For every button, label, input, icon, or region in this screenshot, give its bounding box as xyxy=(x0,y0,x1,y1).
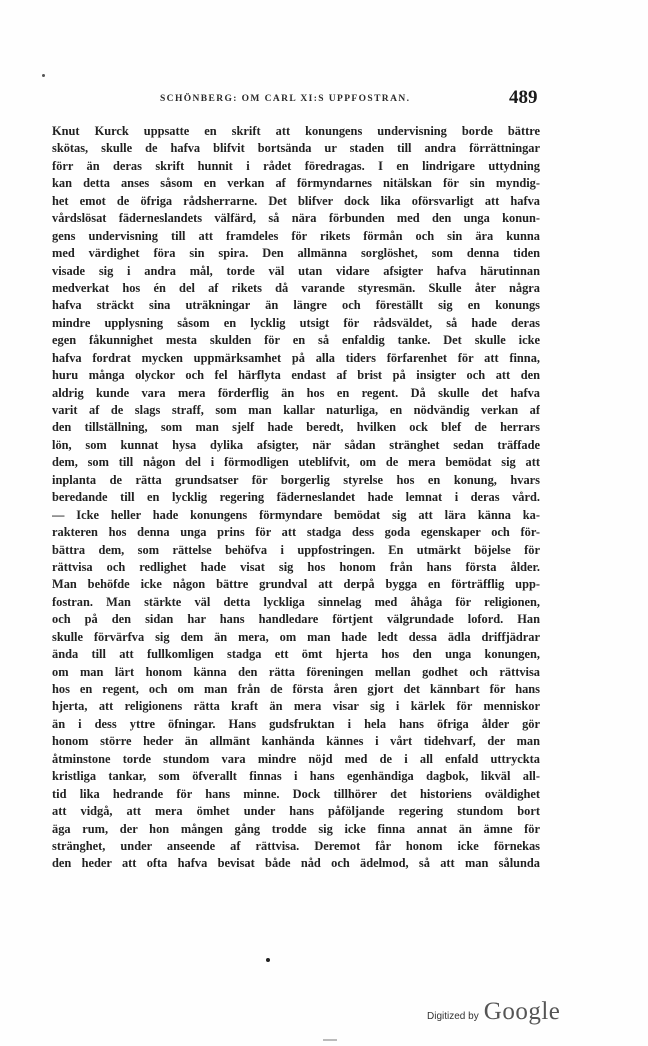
text-line: rakteren hos denna unga prins för att stadga dess goda egenskaper och för- xyxy=(52,525,540,540)
text-line: hafva fordrat mycken uppmärksamhet på alla tiders förfarenhet för att finna, xyxy=(52,350,540,365)
text-line: egen fåkunnighet mesta skulden för en så enfaldig tanke. Det skulle icke xyxy=(52,333,540,348)
text-line: hos en regent, och om man från de första åren gjort det kännbart för hans xyxy=(52,682,540,696)
text-line: äga rum, der hon mången gång trodde sig icke finna annat än ämne för xyxy=(52,821,540,836)
text-line: åtminstone torde stundom vara mindre nöjd med de i all enfald uttryckta xyxy=(52,751,540,766)
text-line: varit af de slags straff, som man kallar naturliga, en nödvändig verkan af xyxy=(52,403,540,417)
text-line: än i dess yttre öfningar. Hans gudsfruktan i hela hans öfriga ålder gör xyxy=(52,716,540,731)
text-line: medverkat hos én del af rikets då varande styresmän. Skulle åter några xyxy=(52,280,540,295)
text-line: skulle förvärfva sig dem än mera, om man hade ledt dessa ädla driffjädrar xyxy=(52,629,540,644)
text-line: fostran. Man stärkte väl detta lyckliga sinnelag med åhåga för religionen, xyxy=(52,594,540,609)
text-line: kan detta anses såsom en verkan af förmyndarnes nitälskan för sin myndig- xyxy=(52,176,540,191)
page-edge-mark xyxy=(323,1039,337,1041)
text-line: aldrig kunde vara mera förderflig än hos en regent. Då skulle det hafva xyxy=(52,385,540,400)
text-line: lön, som kunnat hysa dylika afsigter, när sådan stränghet sedan träffade xyxy=(52,437,540,452)
text-line: den heder att ofta hafva bevisat både nåd och ädelmod, så att man sålunda xyxy=(52,856,540,871)
text-line: förr än deras skrift hunnit i rådet föredragas. I en lindrigare uttydning xyxy=(52,158,540,173)
text-line: Man behöfde icke någon bättre grundval att derpå bygga en förträfflig upp- xyxy=(52,577,540,592)
digitized-by-text: Digitized by xyxy=(427,1011,479,1022)
text-line: inplanta de rätta grundsatser för borgerlig styrelse hos en konung, hvars xyxy=(52,472,540,487)
text-line: och på den sidan har hans handledare förtjent välgrundade loford. Han xyxy=(52,612,540,627)
text-line: skötas, skulle de hafva blifvit bortsända ur staden till andra förrättningar xyxy=(52,141,540,156)
text-line: vårdslösat fäderneslandets välfärd, så nära förbunden med den unga konun- xyxy=(52,211,540,226)
text-line: hjerta, att religionens rätta kraft än mera visar sig i kärlek för menniskor xyxy=(52,699,540,714)
text-line: gens undervisning till att framdeles för rikets förmån och sin ära kunna xyxy=(52,228,540,243)
margin-speck xyxy=(42,74,45,77)
text-line: tid lika hedrande för hans minne. Dock tillhörer det historiens oväldighet xyxy=(52,786,540,801)
text-line: beredande till en lycklig regering fäderneslandet hade lemnat i deras vård. xyxy=(52,490,540,505)
text-line: visade sig i andra mål, torde väl utan vidare afsigter hafva härutinnan xyxy=(52,263,540,278)
text-line: om man lärt honom känna den rätta föreningen mellan godhet och rättvisa xyxy=(52,664,540,679)
text-line: stränghet, under anseende af rättvisa. Deremot får honom icke förnekas xyxy=(52,838,540,853)
digitized-by-google-watermark xyxy=(427,998,560,1030)
text-line: ända till att fullkomligen stadga ett ömt hjerta hos den unga konungen, xyxy=(52,647,540,662)
text-line: dem, som till någon del i förmodligen uteblifvit, om de mera bemödat sig att xyxy=(52,455,540,470)
text-line: Knut Kurck uppsatte en skrift att konungens undervisning borde bättre xyxy=(52,124,540,138)
text-line: kristliga tankar, som öfverallt finnas i hans egenhändiga dagbok, likväl all- xyxy=(52,769,540,784)
text-line: het emot de öfriga rådsherrarne. Det blifver dock lika oförsvarligt att hafva xyxy=(52,193,540,208)
text-line: den tillställning, som man sjelf hade beredt, hvilken ock blef de herrars xyxy=(52,420,540,435)
text-line: bättra dem, som rättelse behöfva i uppfostringen. En utmärkt böjelse för xyxy=(52,542,540,557)
text-line: — Icke heller hade konungens förmyndare bemödat sig att lära känna ka- xyxy=(52,507,540,522)
text-line: honom större heder än allmänt kanhända kännes i vårt tidehvarf, der man xyxy=(52,734,540,749)
text-line: hafva sträckt sina uträkningar än längre och föreställt sig en konungs xyxy=(52,298,540,313)
running-header xyxy=(160,87,540,112)
text-line: med värdighet föra sin spira. Den allmänna sorglöshet, som denna tiden xyxy=(52,246,540,261)
text-line: mindre upplysning såsom en lycklig utsigt för rådsväldet, så hade deras xyxy=(52,315,540,330)
google-logo: Google xyxy=(483,998,561,1025)
running-title: SCHÖNBERG: OM CARL XI:S UPPFOSTRAN. xyxy=(160,94,411,104)
ink-speck xyxy=(266,958,270,962)
page-number: 489 xyxy=(509,87,538,108)
text-line: rättvisa och redlighet hade visat sig hos honom från hans första ålder. xyxy=(52,559,540,574)
text-line: huru många olyckor och fel härflyta endast af brist på insigter och att den xyxy=(52,368,540,383)
text-line: att vidgå, att mera ömhet under hans påföljande regering stundom bort xyxy=(52,804,540,819)
body-text xyxy=(52,123,540,873)
